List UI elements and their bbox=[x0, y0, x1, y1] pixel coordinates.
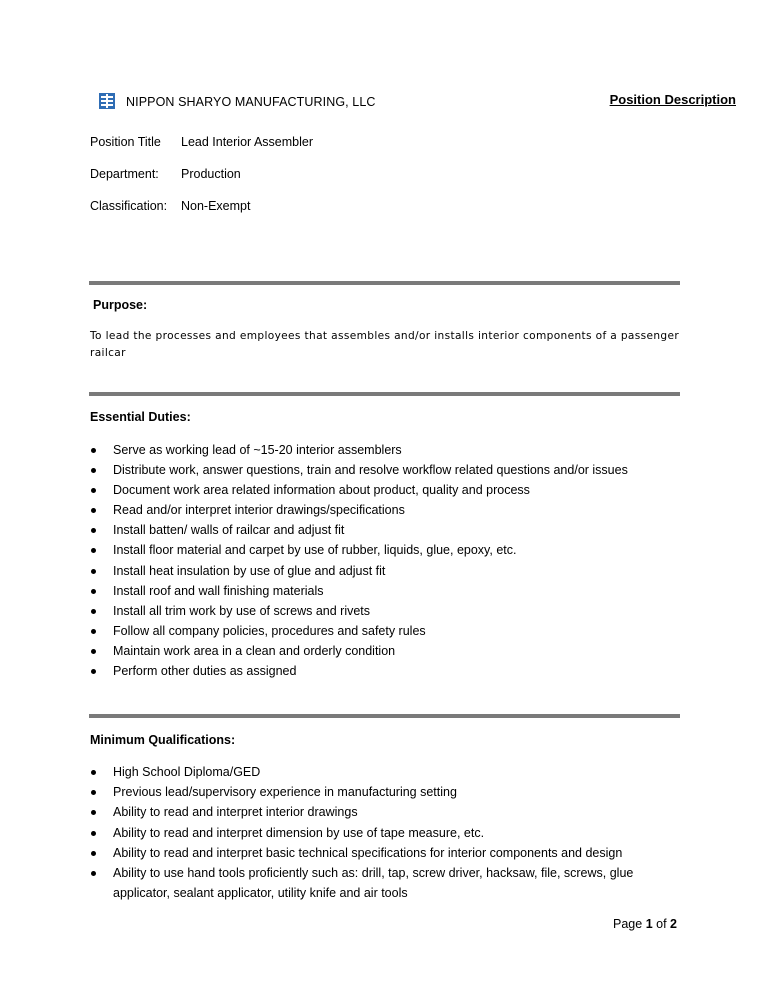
list-item: Ability to read and interpret basic technical specifications for interior components and design bbox=[90, 843, 690, 863]
minimum-qualifications-heading: Minimum Qualifications: bbox=[90, 733, 236, 747]
position-title-label: Position Title bbox=[90, 135, 161, 149]
page-prefix: Page bbox=[613, 917, 643, 931]
list-item: Distribute work, answer questions, train and resolve workflow related questions and/or issues bbox=[90, 460, 690, 480]
list-item: Install heat insulation by use of glue and adjust fit bbox=[90, 561, 690, 581]
list-item: Read and/or interpret interior drawings/specifications bbox=[90, 500, 690, 520]
department-value: Production bbox=[181, 167, 241, 181]
list-item: Perform other duties as assigned bbox=[90, 661, 690, 681]
section-divider bbox=[89, 714, 680, 718]
position-title-value: Lead Interior Assembler bbox=[181, 135, 314, 149]
document-type-heading: Position Description bbox=[609, 92, 736, 107]
minimum-qualifications-list bbox=[90, 762, 690, 903]
page-total: 2 bbox=[670, 917, 677, 931]
list-item: Ability to read and interpret dimension by use of tape measure, etc. bbox=[90, 823, 690, 843]
list-item: Document work area related information about product, quality and process bbox=[90, 480, 690, 500]
essential-duties-heading: Essential Duties: bbox=[90, 410, 191, 424]
list-item: Ability to read and interpret interior drawings bbox=[90, 802, 690, 822]
list-item: Serve as working lead of ~15-20 interior assemblers bbox=[90, 440, 690, 460]
section-divider bbox=[89, 281, 680, 285]
classification-label: Classification: bbox=[90, 199, 168, 213]
list-item: Install roof and wall finishing materials bbox=[90, 581, 690, 601]
list-item: Install all trim work by use of screws and rivets bbox=[90, 601, 690, 621]
list-item: Maintain work area in a clean and orderly condition bbox=[90, 641, 690, 661]
department-label: Department: bbox=[90, 167, 159, 181]
list-item: Install batten/ walls of railcar and adjust fit bbox=[90, 520, 690, 540]
list-item: Install floor material and carpet by use of rubber, liquids, glue, epoxy, etc. bbox=[90, 540, 690, 560]
list-item: Ability to use hand tools proficiently such as: drill, tap, screw driver, hacksaw, file, screws, glue applicator, sealant applicator, utility knife and air tools bbox=[90, 863, 690, 903]
company-logo-icon bbox=[99, 93, 115, 109]
purpose-heading: Purpose: bbox=[93, 298, 148, 312]
list-item: Follow all company policies, procedures and safety rules bbox=[90, 621, 690, 641]
page-current: 1 bbox=[645, 917, 653, 931]
list-item: High School Diploma/GED bbox=[90, 762, 690, 782]
purpose-text: To lead the processes and employees that assembles and/or installs interior components of a passenger railcar bbox=[90, 330, 680, 359]
section-divider bbox=[89, 392, 680, 396]
page-indicator bbox=[613, 917, 677, 931]
page-of: of bbox=[656, 917, 667, 931]
list-item: Previous lead/supervisory experience in manufacturing setting bbox=[90, 782, 690, 802]
essential-duties-list bbox=[90, 440, 690, 681]
company-name: NIPPON SHARYO MANUFACTURING, LLC bbox=[126, 95, 376, 109]
classification-value: Non-Exempt bbox=[181, 199, 251, 213]
